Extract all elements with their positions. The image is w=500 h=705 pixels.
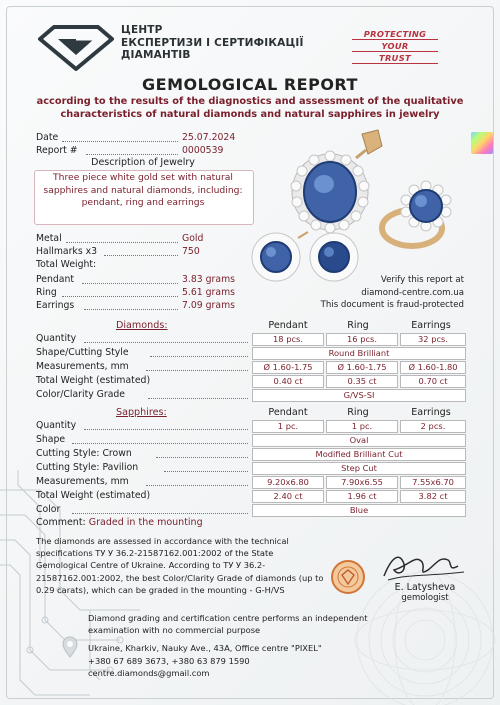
earrings-weight-label: Earrings [36, 300, 75, 311]
pendant-weight-label: Pendant [36, 274, 75, 285]
verify-line-3: This document is fraud-protected [320, 300, 464, 310]
sapphires-shape-dots [72, 443, 248, 444]
sapphires-col-ring: Ring [347, 407, 369, 418]
sapphires-pavilion-dots [164, 471, 248, 472]
diamonds-col-pendant: Pendant [268, 320, 308, 331]
diamonds-quantity-earrings: 32 pcs. [400, 333, 466, 346]
diamonds-quantity-ring: 16 pcs. [326, 333, 398, 346]
report-title: GEMOLOGICAL REPORT [142, 75, 358, 94]
sapphires-shape-value: Oval [252, 434, 466, 447]
diamonds-measurements-earrings: Ø 1.60-1.80 [400, 361, 466, 374]
standards-note-text: The diamonds are assessed in accordance with the technical specifications ТУ У 36.2-21587162.001:2002 of the State Gemological Centre of Ukraine. According to ТУ У 36.2-21587162.001:2002, the best Color/Clarity Grade of diamonds (up to 0.29 carats), which can be graded in the mounting - G-H/VS [36, 536, 324, 595]
pendant-weight-dots [82, 283, 178, 284]
diamonds-weight-earrings: 0.70 ct [400, 375, 466, 388]
diamonds-shape-value: Round Brilliant [252, 347, 466, 360]
diamonds-measurements-dots [146, 370, 248, 371]
earrings-weight-dots [84, 309, 178, 310]
sapphires-measurements-ring: 7.90x6.55 [326, 476, 398, 489]
earrings-weight-value: 7.09 grams [182, 300, 235, 311]
metal-value: Gold [182, 233, 204, 244]
sapphires-crown-value: Modified Brilliant Cut [252, 448, 466, 461]
footer-email[interactable]: centre.diamonds@gmail.com [88, 667, 210, 678]
sapphires-col-earrings: Earrings [411, 407, 451, 418]
comment-value: Graded in the mounting [88, 517, 203, 528]
org-line-2: ЕКСПЕРТИЗИ І СЕРТИФІКАЦІЇ [121, 36, 304, 49]
hallmarks-dots [104, 255, 178, 256]
sapphires-color-value: Blue [252, 504, 466, 517]
hallmarks-label: Hallmarks x3 [36, 246, 98, 257]
diamonds-heading: Diamonds: [116, 320, 168, 331]
diamonds-measurements-pendant: Ø 1.60-1.75 [252, 361, 324, 374]
diamonds-grade-value: G/VS-SI [252, 389, 466, 402]
sapphires-crown-dots [156, 457, 248, 458]
sapphires-pavilion-label: Cutting Style: Pavilion [36, 462, 139, 473]
sapphires-crown-label: Cutting Style: Crown [36, 448, 132, 459]
report-subtitle: according to the results of the diagnostics and assessment of the qualitative characteristics of natural diamonds and natural sapphires in jewelry [36, 96, 464, 120]
diamonds-quantity-dots [84, 342, 248, 343]
slogan [352, 29, 438, 65]
pendant-image [290, 128, 390, 236]
diamonds-quantity-label: Quantity [36, 333, 77, 344]
diamonds-shape-label: Shape/Cutting Style [36, 347, 129, 358]
signer-block [380, 582, 470, 604]
comment-label: Comment: [36, 517, 86, 528]
footer-phones: +380 67 689 3673, +380 63 879 1590 [88, 655, 250, 666]
sapphires-weight-earrings: 3.82 ct [400, 490, 466, 503]
total-weight-label: Total Weight: [36, 259, 97, 270]
diamonds-weight-pendant: 0.40 ct [252, 375, 324, 388]
sapphires-measurements-earrings: 7.55x6.70 [400, 476, 466, 489]
hologram-icon [471, 132, 493, 154]
ring-image [378, 176, 470, 252]
sapphires-shape-label: Shape [36, 434, 66, 445]
date-dots [62, 141, 178, 142]
pendant-weight-value: 3.83 grams [182, 274, 235, 285]
diamonds-weight-label: Total Weight (estimated) [36, 375, 151, 386]
diamonds-col-ring: Ring [347, 320, 369, 331]
sapphires-measurements-pendant: 9.20x6.80 [252, 476, 324, 489]
date-value: 25.07.2024 [182, 132, 236, 143]
sapphires-quantity-ring: 1 pc. [326, 420, 398, 433]
sapphires-weight-label: Total Weight (estimated) [36, 490, 151, 501]
sapphires-quantity-earrings: 2 pcs. [400, 420, 466, 433]
verify-line-1: Verify this report at [380, 275, 464, 285]
metal-label: Metal [36, 233, 62, 244]
diamonds-measurements-ring: Ø 1.60-1.75 [326, 361, 398, 374]
slogan-line-2: YOUR [352, 41, 438, 52]
diamonds-grade-dots [148, 398, 248, 399]
verify-link[interactable]: diamond-centre.com.ua [361, 287, 464, 298]
hallmarks-value: 750 [182, 246, 200, 257]
ring-weight-label: Ring [36, 287, 57, 298]
signer-role: gemologist [401, 593, 449, 603]
footer-address: Ukraine, Kharkiv, Nauky Ave., 43A, Office centre "PIXEL" [88, 643, 322, 654]
sapphires-heading: Sapphires: [116, 407, 167, 418]
verify-block [290, 274, 464, 312]
diamond-logo [36, 25, 116, 71]
sapphires-color-label: Color [36, 504, 61, 515]
sapphires-quantity-label: Quantity [36, 420, 77, 431]
diamonds-quantity-pendant: 18 pcs. [252, 333, 324, 346]
org-line-3: ДІАМАНТІВ [121, 49, 191, 61]
sapphires-quantity-pendant: 1 pc. [252, 420, 324, 433]
comment-row [36, 517, 203, 528]
date-label: Date [36, 132, 59, 143]
diamonds-weight-ring: 0.35 ct [326, 375, 398, 388]
sapphires-weight-ring: 1.96 ct [326, 490, 398, 503]
footer-line-1: Diamond grading and certification centre performs an independent examination with no commercial purpose [88, 613, 368, 636]
sapphires-quantity-dots [84, 429, 248, 430]
organization-name [121, 24, 304, 62]
slogan-line-1: PROTECTING [352, 29, 438, 40]
sapphires-measurements-label: Measurements, mm [36, 476, 129, 487]
ring-weight-dots [62, 296, 178, 297]
footer [88, 612, 418, 679]
description-heading: Description of Jewelry [91, 157, 195, 168]
ring-weight-value: 5.61 grams [182, 287, 235, 298]
report-number-label: Report # [36, 145, 78, 156]
sapphires-measurements-dots [146, 485, 248, 486]
sapphires-color-dots [72, 513, 248, 514]
signer-name: E. Latysheva [394, 582, 456, 593]
diamonds-shape-dots [150, 356, 248, 357]
slogan-line-3: TRUST [352, 53, 438, 64]
standards-note [36, 535, 324, 596]
report-number-dots [86, 154, 178, 155]
signature-icon [378, 546, 468, 584]
location-pin-icon [62, 636, 78, 658]
diamonds-grade-label: Color/Clarity Grade [36, 389, 126, 400]
diamonds-col-earrings: Earrings [411, 320, 451, 331]
metal-dots [66, 242, 178, 243]
seal-icon [330, 559, 366, 595]
sapphires-col-pendant: Pendant [268, 407, 308, 418]
sapphires-weight-pendant: 2.40 ct [252, 490, 324, 503]
report-number-value: 0000539 [182, 145, 224, 156]
description-value: Three piece white gold set with natural sapphires and natural diamonds, including: pendant, ring and earrings [43, 172, 243, 209]
sapphires-pavilion-value: Step Cut [252, 462, 466, 475]
org-line-1: ЦЕНТР [121, 24, 163, 36]
diamonds-measurements-label: Measurements, mm [36, 361, 129, 372]
